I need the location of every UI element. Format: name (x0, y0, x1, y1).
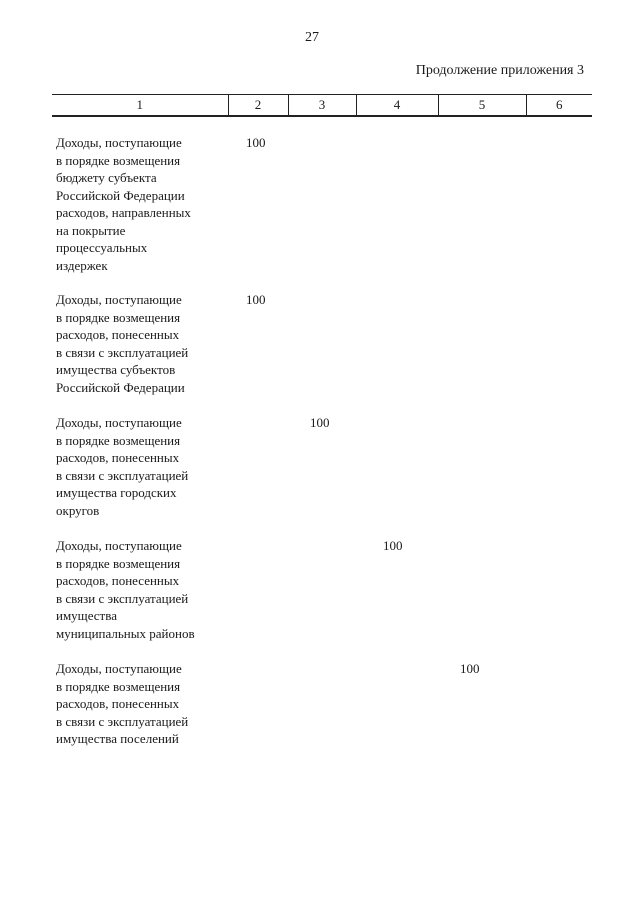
row-value: 100 (246, 135, 266, 150)
column-header-row (52, 95, 592, 117)
row-value: 100 (246, 292, 266, 307)
row-description: Доходы, поступающие в порядке возмещения расходов, понесенных в связи с эксплуатацией имущества городских округов (56, 415, 189, 518)
row-value: 100 (383, 538, 403, 553)
appendix-note: Продолжение приложения 3 (415, 63, 584, 78)
column-header-4: 4 (356, 95, 438, 117)
page-number: 27 (305, 30, 319, 45)
row-description: Доходы, поступающие в порядке возмещения расходов, понесенных в связи с эксплуатацией имущества поселений (56, 661, 189, 746)
row-description: Доходы, поступающие в порядке возмещения бюджету субъекта Российской Федерации расходов, направленных на покрытие процессуальных издержек (56, 135, 191, 273)
column-header-3: 3 (288, 95, 356, 117)
column-header-1: 1 (52, 95, 228, 117)
row-value: 100 (460, 661, 480, 676)
row-description: Доходы, поступающие в порядке возмещения расходов, понесенных в связи с эксплуатацией имущества субъектов Российской Федерации (56, 292, 189, 395)
row-value: 100 (310, 415, 330, 430)
row-description: Доходы, поступающие в порядке возмещения расходов, понесенных в связи с эксплуатацией имущества муниципальных районов (56, 538, 195, 641)
column-header-5: 5 (438, 95, 526, 117)
column-header-6: 6 (526, 95, 592, 117)
column-header-table (52, 94, 592, 117)
column-header-2: 2 (228, 95, 288, 117)
